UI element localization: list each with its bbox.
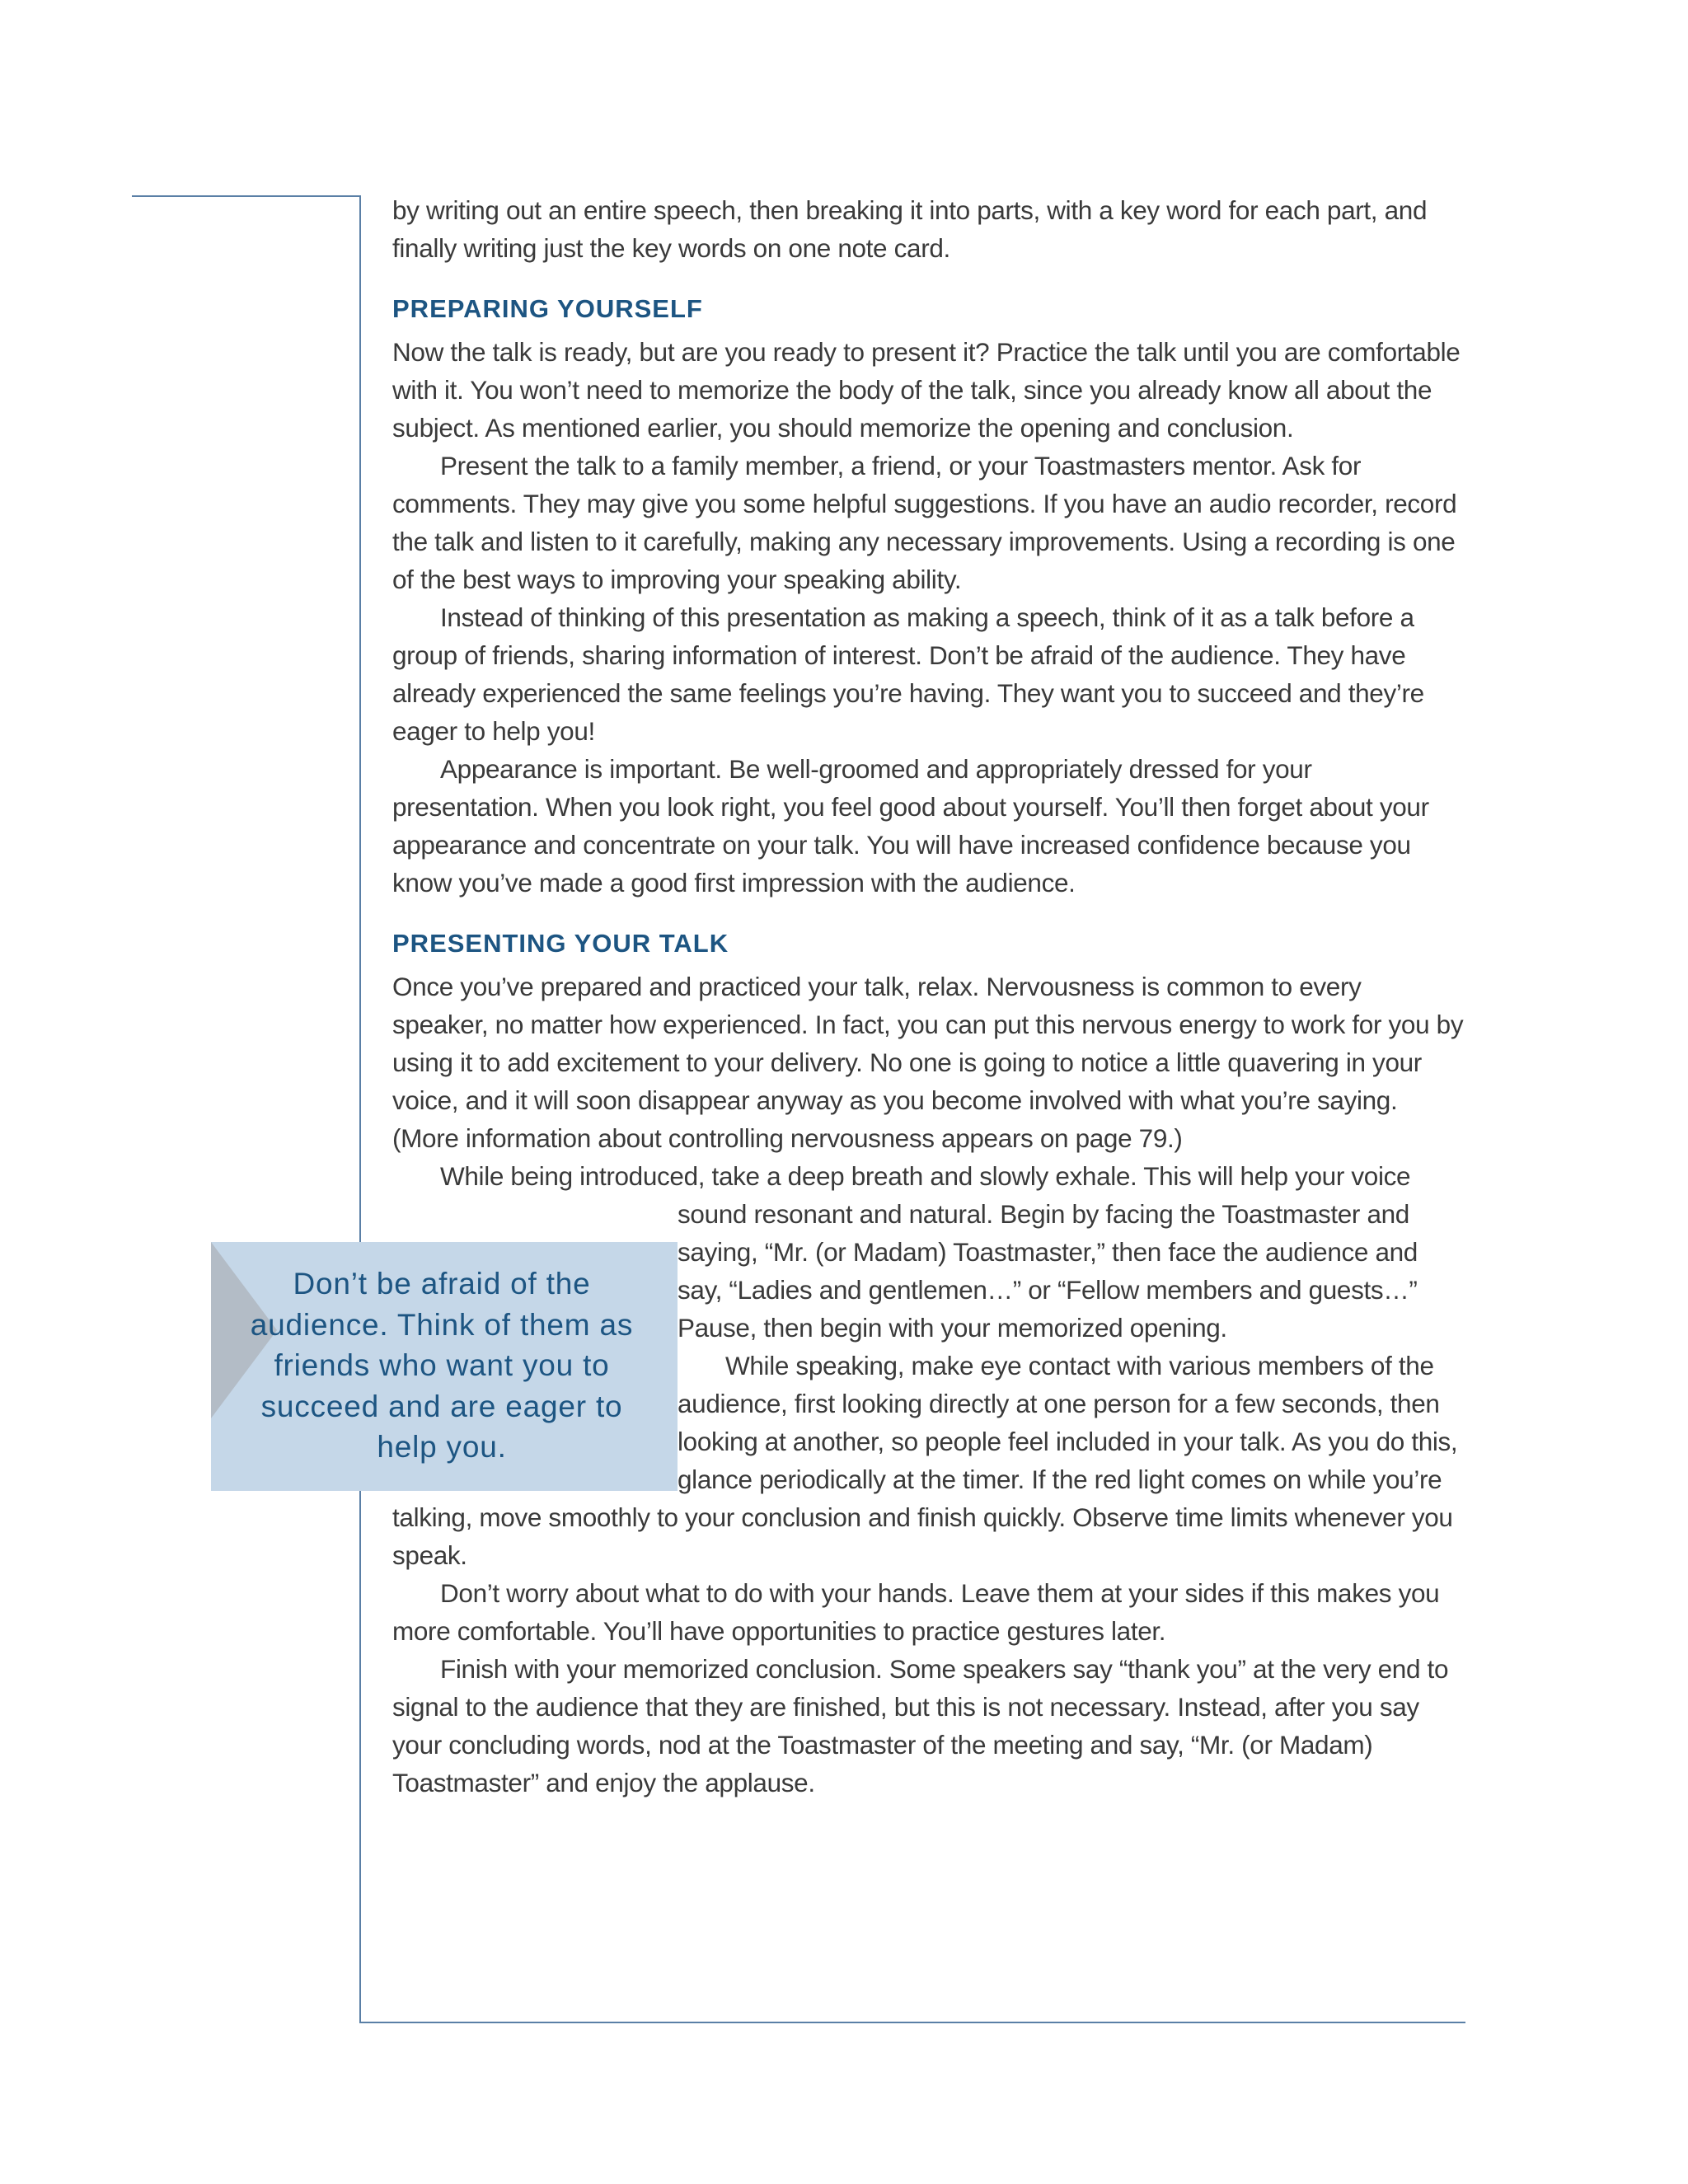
article-body bbox=[392, 191, 1464, 1802]
intro-paragraph: by writing out an entire speech, then breaking it into parts, with a key word for each part, and finally writing just the key words on one note card. bbox=[392, 195, 1428, 263]
body-paragraph: Finish with your memorized conclusion. Some speakers say “thank you” at the very end to signal to the audience that they are finished, but this is not necessary. Instead, after you say your concluding words, nod at the Toastmaster of the meeting and say, “Mr. (or Madam) Toastmaster” and enjoy the applause. bbox=[392, 1654, 1449, 1797]
body-paragraph-text: While being introduced, take a deep breath and slowly exhale. This will help your voice bbox=[440, 1161, 1411, 1191]
pull-quote-box bbox=[211, 1242, 678, 1491]
body-paragraph: Don’t worry about what to do with your hands. Leave them at your sides if this makes you more comfortable. You’ll have opportunities to practice gestures later. bbox=[392, 1578, 1440, 1646]
body-paragraph: Appearance is important. Be well-groomed and appropriately dressed for your presentation. When you look right, you feel good about yourself. You’ll then forget about your appearance and concentrate on your talk. You will have increased confidence because you know you’ve made a good first impression with the audience. bbox=[392, 754, 1429, 898]
section-heading-presenting-your-talk: PRESENTING YOUR TALK bbox=[392, 929, 729, 958]
body-paragraph-continuation: sound resonant and natural. Begin by facing the Toastmaster and saying, “Mr. (or Madam) Toastmaster,” then face the audience and say, “Ladies and gentlemen…” or “Fellow members and guests…” Pause, then begin with your memorized opening. bbox=[678, 1199, 1418, 1343]
body-paragraph: Now the talk is ready, but are you ready to present it? Practice the talk until you are comfortable with it. You won’t need to memorize the body of the talk, since you already know all about the subject. As mentioned earlier, you should memorize the opening and conclusion. bbox=[392, 337, 1461, 443]
body-paragraph bbox=[392, 1157, 1464, 1195]
page-rule-left bbox=[359, 195, 361, 2023]
body-paragraph: Instead of thinking of this presentation as making a speech, think of it as a talk before a group of friends, sharing information of interest. Don’t be afraid of the audience. They have already experienced the same feelings you’re having. They want you to succeed and they’re eager to help you! bbox=[392, 602, 1424, 746]
pull-quote-text: Don’t be afraid of the audience. Think of them as friends who want you to succeed and are eager to help you. bbox=[250, 1267, 634, 1464]
body-paragraph: Present the talk to a family member, a friend, or your Toastmasters mentor. Ask for comments. They may give you some helpful suggestions. If you have an audio recorder, record the talk and listen to it carefully, making any necessary improvements. Using a recording is one of the best ways to improving your speaking ability. bbox=[392, 451, 1457, 594]
section-heading-preparing-yourself: PREPARING YOURSELF bbox=[392, 294, 703, 323]
page-rule-top bbox=[132, 195, 361, 197]
page-rule-bottom bbox=[359, 2022, 1465, 2023]
body-paragraph: While speaking, make eye contact with various members of the audience, first looking directly at one person for a few seconds, then looking at another, so people feel included in your talk. As you do this, glance periodically at the timer. If the red light comes on while you’re talking, move smoothly to your conclusion and finish quickly. Observe time limits whenever you speak. bbox=[392, 1351, 1458, 1570]
body-paragraph: Once you’ve prepared and practiced your talk, relax. Nervousness is common to every speaker, no matter how experienced. In fact, you can put this nervous energy to work for you by using it to add excitement to your delivery. No one is going to notice a little quavering in your voice, and it will soon disappear anyway as you become involved with what you’re saying. (More information about controlling nervousness appears on page 79.) bbox=[392, 972, 1464, 1153]
